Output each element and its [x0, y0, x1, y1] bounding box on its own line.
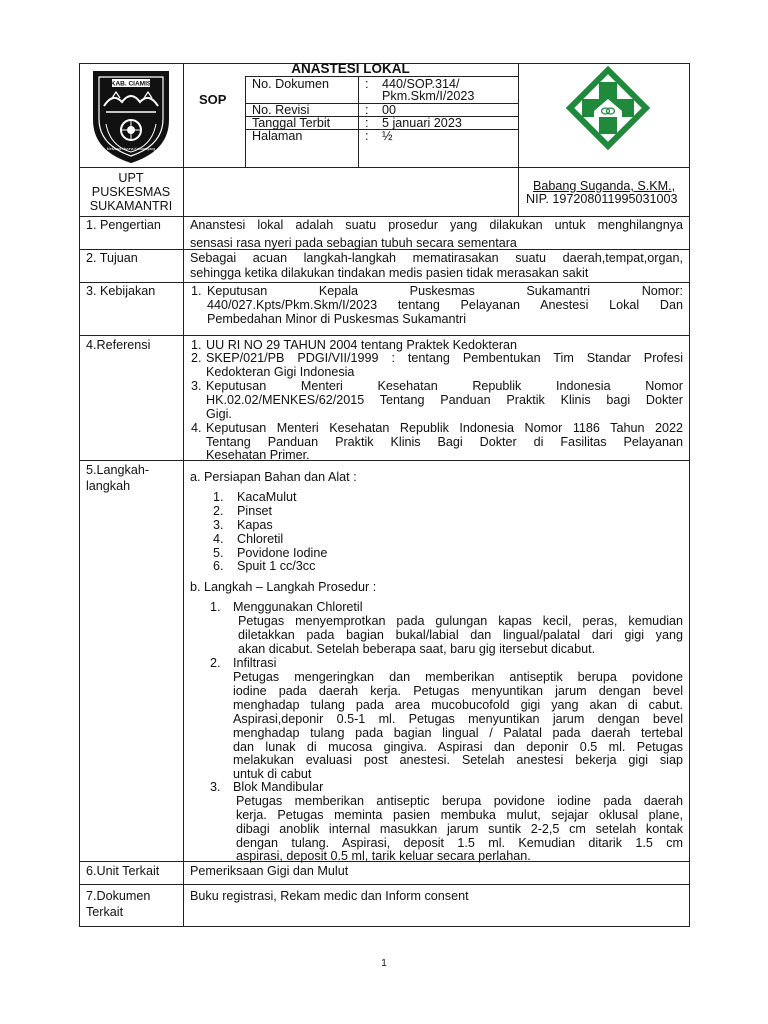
- logo-regency-text: KAB. CIAMIS: [110, 80, 152, 88]
- meta-value-no-revisi: 00: [382, 103, 397, 117]
- step-line: menghadap tulang pada bagian lingual / Palatal pada daerah tertebal: [233, 726, 683, 740]
- pengertian-line: sensasi rasa nyeri pada sebagian tubuh secara sementara: [190, 236, 517, 250]
- referensi-line: Kesehatan Primer.: [206, 448, 310, 462]
- meta-label-halaman: Halaman: [252, 129, 303, 143]
- bahan-item: Povidone Iodine: [237, 546, 328, 560]
- label-dokumen-terkait-2: Terkait: [86, 905, 124, 919]
- label-unit-terkait: 6.Unit Terkait: [86, 864, 160, 878]
- step-line: dan lunak di mucosa gingiva. Aspirasi dan deponir 0.5 ml. Petugas: [233, 740, 683, 754]
- bahan-num: 1.: [213, 490, 224, 504]
- referensi-line: Kedokteran Gigi Indonesia: [206, 365, 355, 379]
- step-line: untuk di cabut: [233, 767, 312, 781]
- referensi-line: Keputusan Menteri Kesehatan Republik Indonesia Nomor 1186 Tahun 2022: [206, 421, 683, 435]
- meta-value-halaman: ½: [382, 129, 393, 143]
- bahan-num: 5.: [213, 546, 224, 560]
- label-pengertian: 1. Pengertian: [86, 218, 161, 232]
- kebijakan-line: Keputusan Kepala Puskesmas Sukamantri Nomor:: [207, 284, 683, 298]
- signer-nip: NIP. 197208011995031003: [526, 192, 678, 206]
- kebijakan-line: 440/027.Kpts/Pkm.Skm/I/2023 tentang Pelayanan Anestesi Lokal Dan: [207, 298, 683, 312]
- step-line: akan dicabut. Setelah beberapa saat, baru gig itersebut dicabut.: [238, 642, 596, 656]
- step-num: 2.: [210, 656, 221, 670]
- tujuan-line: Sebagai acuan langkah-langkah mematirasakan suatu daerah,tempat,organ,: [190, 251, 683, 265]
- step-title: Blok Mandibular: [233, 780, 324, 794]
- step-num: 1.: [210, 600, 221, 614]
- tujuan-line: sehingga ketika dilakukan tindakan medis pasien tidak merasakan sakit: [190, 266, 589, 280]
- org-name-line3: SUKAMANTRI: [89, 199, 173, 213]
- referensi-line: SKEP/021/PB PDGI/VII/1999 : tentang Pembentukan Tim Standar Profesi: [206, 351, 683, 365]
- step-line: melakukan evaluasi post anestesi. Setelah anestesi bekerja gigi siap: [233, 753, 683, 767]
- dokumen-terkait-text: Buku registrasi, Rekam medic dan Inform consent: [190, 889, 469, 903]
- meta-value-tanggal: 5 januari 2023: [382, 116, 462, 130]
- label-langkah-1: 5.Langkah-: [86, 463, 150, 477]
- kebijakan-line: Pembedahan Minor di Puskesmas Sukamantri: [207, 312, 466, 326]
- document-title: ANASTESI LOKAL: [291, 61, 410, 76]
- bahan-item: Kapas: [237, 518, 273, 532]
- referensi-num: 3.: [191, 379, 202, 393]
- bahan-num: 3.: [213, 518, 224, 532]
- step-line: dibagi anoblik internal masukkan jarum suntik 2-2,5 cm setelah kontak: [236, 822, 683, 836]
- step-line: Petugas menyemprotkan pada gulungan kapas kecil, peras, kemudian: [238, 614, 683, 628]
- referensi-line: UU RI NO 29 TAHUN 2004 tentang Praktek Kedokteran: [206, 338, 518, 352]
- org-name-line1: UPT: [118, 171, 144, 185]
- bahan-item: Spuit 1 cc/3cc: [237, 559, 316, 573]
- referensi-line: Keputusan Menteri Kesehatan Republik Indonesia Nomor: [206, 379, 683, 393]
- step-line: dengan tulang. Aspirasi, deposit 1.5 ml. Kemudian ditarik 1.5 cm: [236, 836, 683, 850]
- meta-sep-tanggal: :: [365, 116, 369, 130]
- label-kebijakan: 3. Kebijakan: [86, 284, 156, 298]
- step-line: kerja. Petugas meminta pasien membuka mulut, sejajar oklusal plane,: [236, 808, 683, 822]
- meta-label-tanggal: Tanggal Terbit: [252, 116, 331, 130]
- kebijakan-num: 1.: [191, 284, 202, 298]
- referensi-line: HK.02.02/MENKES/62/2015 Tentang Panduan Praktik Klinis bagi Dokter: [206, 393, 683, 407]
- referensi-num: 4.: [191, 421, 202, 435]
- pengertian-line: Ananstesi lokal adalah suatu prosedur yang dilakukan untuk menghilangnya: [190, 218, 683, 232]
- bahan-item: Chloretil: [237, 532, 284, 546]
- step-title: Menggunakan Chloretil: [233, 600, 363, 614]
- referensi-num: 1.: [191, 338, 202, 352]
- bahan-num: 4.: [213, 532, 224, 546]
- bahan-item: KacaMulut: [237, 490, 297, 504]
- puskesmas-logo: [566, 66, 650, 154]
- step-line: Petugas memberikan antiseptic berupa povidone iodine pada daerah: [236, 794, 683, 808]
- unit-terkait-text: Pemeriksaan Gigi dan Mulut: [190, 864, 349, 878]
- step-line: menghadap tulang pada area mucobucofold gigi yang akan di cabut.: [233, 698, 683, 712]
- bahan-num: 6.: [213, 559, 224, 573]
- step-line: diletakkan pada bagian bukal/labial dan lingual/palatal dari gigi yang: [238, 628, 683, 642]
- meta-label-no-dokumen: No. Dokumen: [252, 77, 329, 91]
- label-dokumen-terkait-1: 7.Dokumen: [86, 889, 151, 903]
- bahan-num: 2.: [213, 504, 224, 518]
- referensi-line: Gigi.: [206, 407, 232, 421]
- step-title: Infiltrasi: [233, 656, 277, 670]
- prosedur-title: b. Langkah – Langkah Prosedur :: [190, 580, 377, 594]
- logo-motto-text: Mekarsari Ayuna Kabawayang: [106, 147, 156, 151]
- referensi-line: Tentang Panduan Praktik Klinis Bagi Dokter di Fasilitas Pelayanan: [206, 435, 683, 449]
- label-langkah-2: langkah: [86, 479, 131, 493]
- meta-value-no-dokumen-1: 440/SOP.314/: [382, 77, 460, 91]
- step-line: Aspirasi,deponir 0.5-1 ml. Petugas menyuntikan jarum dengan bevel: [233, 712, 683, 726]
- step-num: 3.: [210, 780, 221, 794]
- label-referensi: 4.Referensi: [86, 338, 151, 352]
- meta-value-no-dokumen-2: Pkm.Skm/I/2023: [382, 89, 475, 103]
- meta-sep-halaman: :: [365, 129, 369, 143]
- meta-sep-no-revisi: :: [365, 103, 369, 117]
- org-name-line2: PUSKESMAS: [91, 185, 171, 199]
- step-line: iodine pada daerah kerja. Petugas menyuntikan jarum dengan bevel: [233, 684, 683, 698]
- persiapan-title: a. Persiapan Bahan dan Alat :: [190, 470, 357, 484]
- meta-label-no-revisi: No. Revisi: [252, 103, 310, 117]
- regency-logo: [88, 68, 174, 164]
- step-line: Petugas mengeringkan dan memberikan antiseptik berupa povidone: [233, 670, 683, 684]
- sop-label: SOP: [199, 92, 227, 107]
- page-number: 1: [381, 958, 387, 969]
- bahan-item: Pinset: [237, 504, 273, 518]
- step-line: aspirasi, deposit 0.5 ml, tarik keluar secara perlahan.: [236, 849, 531, 863]
- referensi-num: 2.: [191, 351, 202, 365]
- label-tujuan: 2. Tujuan: [86, 251, 138, 265]
- signer-name: Babang Suganda, S.KM.,: [533, 179, 676, 193]
- meta-sep-no-dokumen: :: [365, 77, 369, 91]
